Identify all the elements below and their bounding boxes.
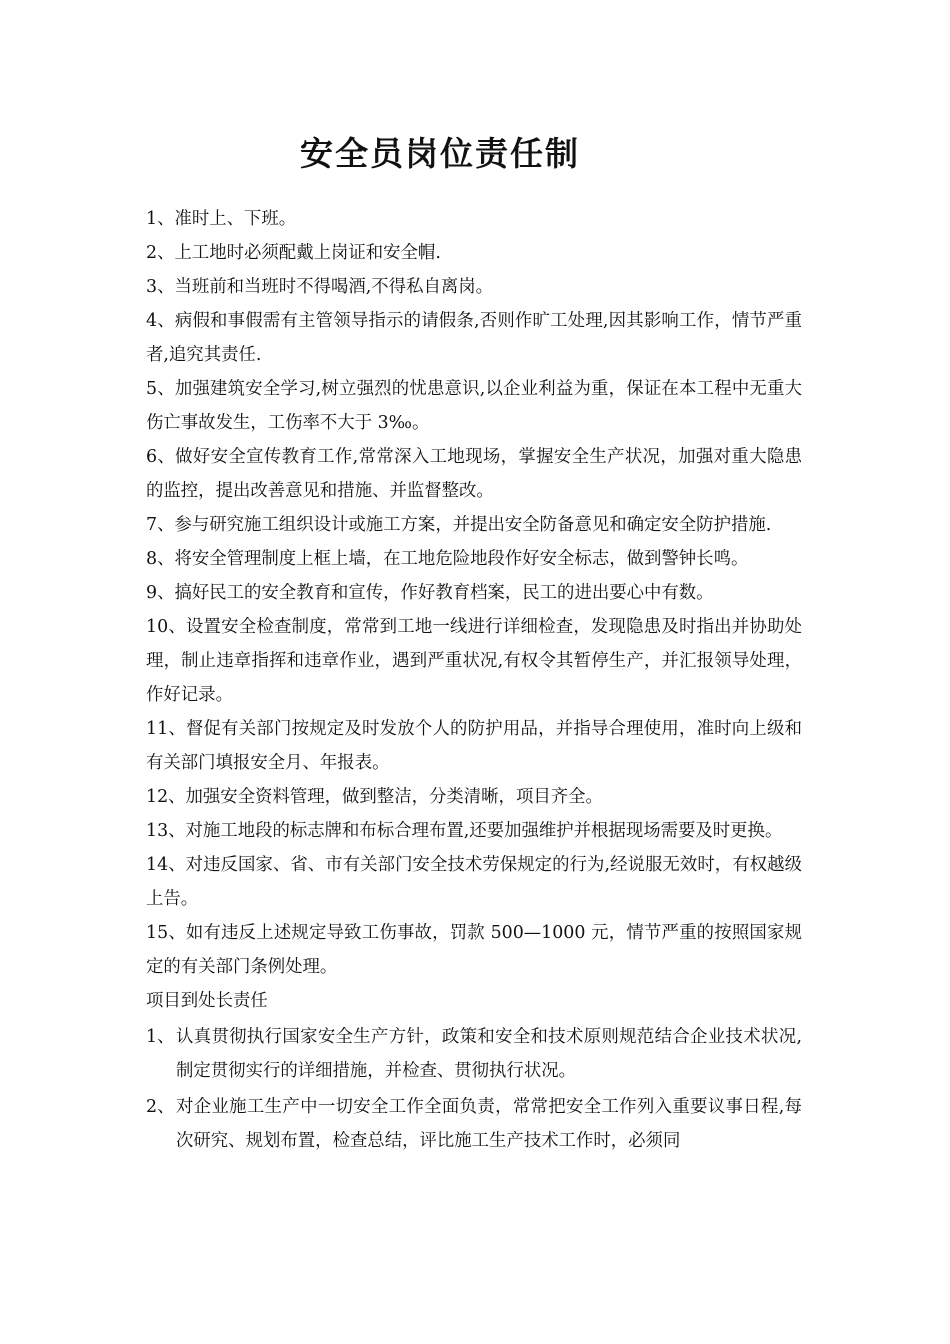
- document-body: [146, 202, 802, 1160]
- rule-item-15: 15、如有违反上述规定导致工伤事故，罚款 500—1000 元，情节严重的按照国家规定的有关部门条例处理。: [146, 923, 802, 977]
- rule-item-4: 4、病假和事假需有主管领导指示的请假条,否则作旷工处理,因其影响工作，情节严重者,追究其责任.: [146, 311, 802, 365]
- rule-item-11: 11、督促有关部门按规定及时发放个人的防护用品，并指导合理使用，准时向上级和有关部门填报安全月、年报表。: [146, 719, 802, 773]
- rule-item-10: 10、设置安全检查制度，常常到工地一线进行详细检查，发现隐患及时指出并协助处理，制止违章指挥和违章作业，遇到严重状况,有权令其暂停生产，并汇报领导处理，作好记录。: [146, 617, 802, 705]
- rule-item-6: 6、做好安全宣传教育工作,常常深入工地现场，掌握安全生产状况，加强对重大隐患的监控，提出改善意见和措施、并监督整改。: [146, 447, 802, 501]
- section-subheading: 项目到处长责任: [146, 991, 268, 1011]
- list-item-number: 2、: [146, 1097, 175, 1117]
- rule-item-5: 5、加强建筑安全学习,树立强烈的忧患意识,以企业利益为重，保证在本工程中无重大伤亡事故发生，工伤率不大于 3‰。: [146, 379, 802, 433]
- rule-item-12: 12、加强安全资料管理，做到整洁，分类清晰，项目齐全。: [146, 787, 603, 807]
- list-item: [146, 1020, 802, 1088]
- rule-item-14: 14、对违反国家、省、市有关部门安全技术劳保规定的行为,经说服无效时，有权越级上告。: [146, 855, 802, 909]
- rule-item-9: 9、搞好民工的安全教育和宣传，作好教育档案，民工的进出要心中有数。: [146, 583, 714, 603]
- rule-item-8: 8、将安全管理制度上框上墙，在工地危险地段作好安全标志，做到警钟长鸣。: [146, 549, 749, 569]
- rule-item-7: 7、参与研究施工组织设计或施工方案，并提出安全防备意见和确定安全防护措施.: [146, 515, 772, 535]
- rule-item-2: 2、上工地时必须配戴上岗证和安全帽.: [146, 243, 441, 263]
- list-item-text: 认真贯彻执行国家安全生产方针，政策和安全和技术原则规范结合企业技术状况,制定贯彻实行的详细措施，并检查、贯彻执行状况。: [176, 1027, 802, 1081]
- page-title: 安全员岗位责任制: [300, 134, 580, 173]
- list-item: [146, 1090, 802, 1158]
- list-item-text: 对企业施工生产中一切安全工作全面负责，常常把安全工作列入重要议事日程,每次研究、规划布置，检查总结，评比施工生产技术工作时，必须同: [176, 1097, 802, 1151]
- responsibility-list: [146, 1020, 802, 1158]
- list-item-number: 1、: [146, 1027, 175, 1047]
- rule-item-3: 3、当班前和当班时不得喝酒,不得私自离岗。: [146, 277, 494, 297]
- rule-item-13: 13、对施工地段的标志牌和布标合理布置,还要加强维护并根据现场需要及时更换。: [146, 821, 783, 841]
- rule-item-1: 1、准时上、下班。: [146, 209, 297, 229]
